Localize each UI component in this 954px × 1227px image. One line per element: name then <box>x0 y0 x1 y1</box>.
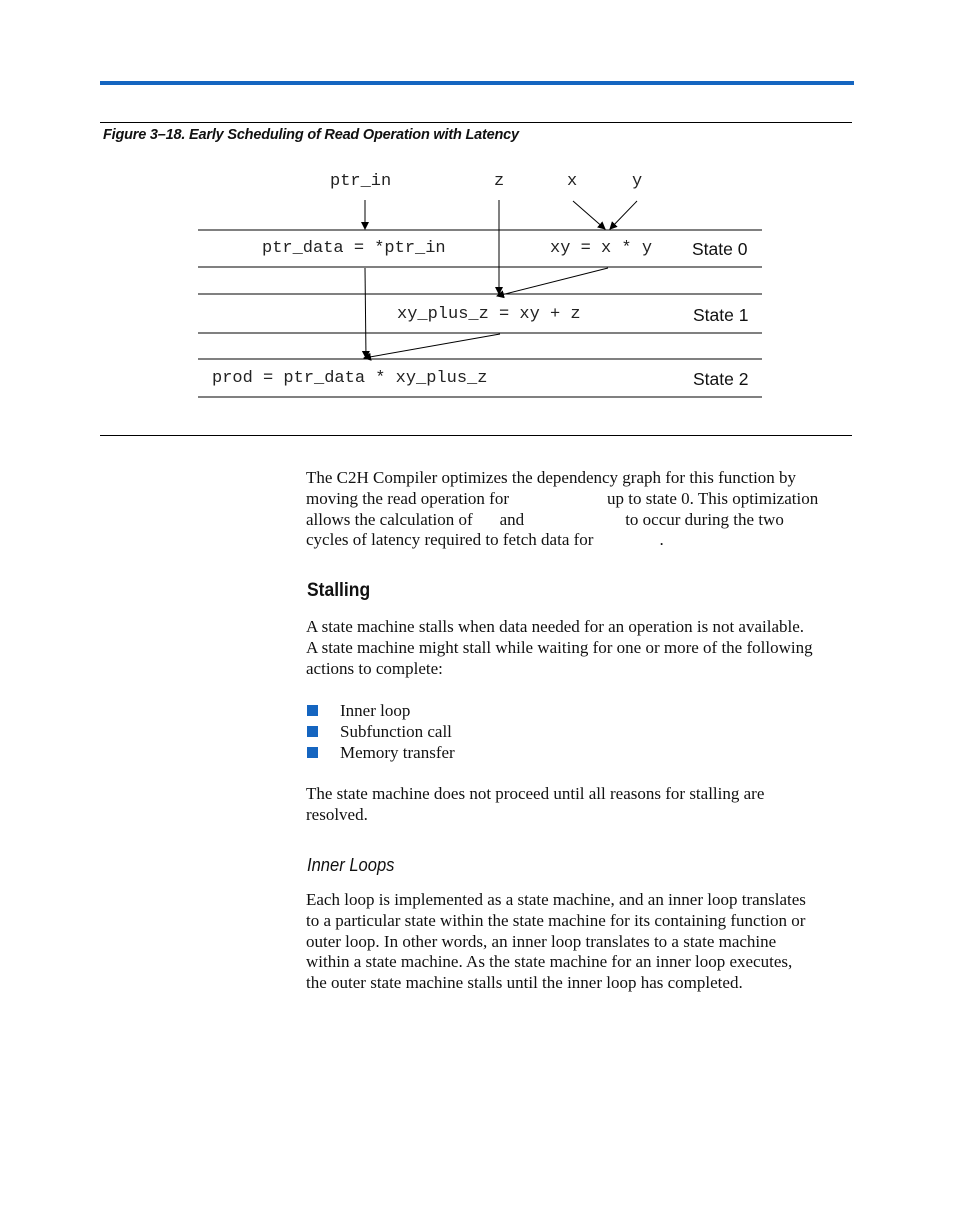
stalling-heading: Stalling <box>307 580 371 601</box>
arrow-xy-plus-z <box>364 334 500 358</box>
intro-fragment: moving the read operation for <box>306 488 509 508</box>
input-ptr-in: ptr_in <box>330 172 392 191</box>
intro-fragment: allows the calculation of <box>306 509 473 529</box>
intro-fragment: cycles of latency required to fetch data for <box>306 530 594 550</box>
inner-loops-line: the outer state machine stalls until the inner loop has completed. <box>306 973 743 993</box>
list-item <box>306 742 455 763</box>
resolve-line: The state machine does not proceed until all reasons for stalling are <box>306 784 765 803</box>
bullet-square-icon <box>307 705 318 716</box>
stalling-line: A state machine stalls when data needed for an operation is not available. <box>306 617 805 636</box>
list-item-text: Subfunction call <box>340 721 452 741</box>
intro-fragment: and <box>499 509 525 529</box>
resolve-paragraph <box>306 784 854 826</box>
figure-bottom-rule <box>100 435 852 436</box>
bullet-square-icon <box>307 747 318 758</box>
intro-line: The C2H Compiler optimizes the dependency graph for this function by <box>306 468 797 487</box>
inner-loops-heading: Inner Loops <box>307 855 395 875</box>
arrow-xy <box>497 268 608 296</box>
inner-loops-line: Each loop is implemented as a state machine, and an inner loop translates <box>306 890 806 909</box>
list-item <box>306 700 455 721</box>
intro-line <box>306 489 854 510</box>
stall-reasons-list <box>306 700 455 763</box>
stalling-line: A state machine might stall while waiting for one or more of the following <box>306 637 813 657</box>
stalling-line: actions to complete: <box>306 658 443 678</box>
op-xy-plus-z: xy_plus_z = xy + z <box>397 305 581 324</box>
figure-caption: Figure 3–18. Early Scheduling of Read Operation with Latency <box>103 127 519 143</box>
intro-paragraph <box>306 468 854 551</box>
inner-loops-line: within a state machine. As the state machine for an inner loop executes, <box>306 952 793 972</box>
list-item <box>306 721 455 742</box>
op-xy-multiply: xy = x * y <box>550 239 653 258</box>
input-z: z <box>494 172 505 191</box>
intro-fragment: up to state 0. This optimization <box>607 488 819 508</box>
bullet-square-icon <box>307 726 318 737</box>
stalling-paragraph <box>306 617 854 679</box>
op-prod: prod = ptr_data * xy_plus_z <box>212 369 488 388</box>
list-item-text: Memory transfer <box>340 742 455 762</box>
arrow-y <box>610 201 637 229</box>
inner-loops-paragraph <box>306 890 854 994</box>
inner-loops-line: to a particular state within the state machine for its containing function or <box>306 910 806 930</box>
state1-label: State 1 <box>693 305 749 325</box>
input-x: x <box>567 172 578 191</box>
inner-loops-line: outer loop. In other words, an inner loop translates to a state machine <box>306 931 777 951</box>
op-ptr-data-read: ptr_data = *ptr_in <box>262 239 446 258</box>
list-item-text: Inner loop <box>340 700 411 720</box>
state0-label: State 0 <box>692 239 748 259</box>
intro-fragment: . <box>659 530 664 550</box>
intro-fragment: to occur during the two <box>625 509 784 529</box>
intro-line <box>306 510 854 531</box>
resolve-line: resolved. <box>306 804 368 824</box>
input-y: y <box>632 172 643 191</box>
arrow-ptr-data <box>365 268 366 358</box>
arrow-x <box>573 201 605 229</box>
state2-label: State 2 <box>693 369 749 389</box>
intro-line <box>306 530 854 551</box>
